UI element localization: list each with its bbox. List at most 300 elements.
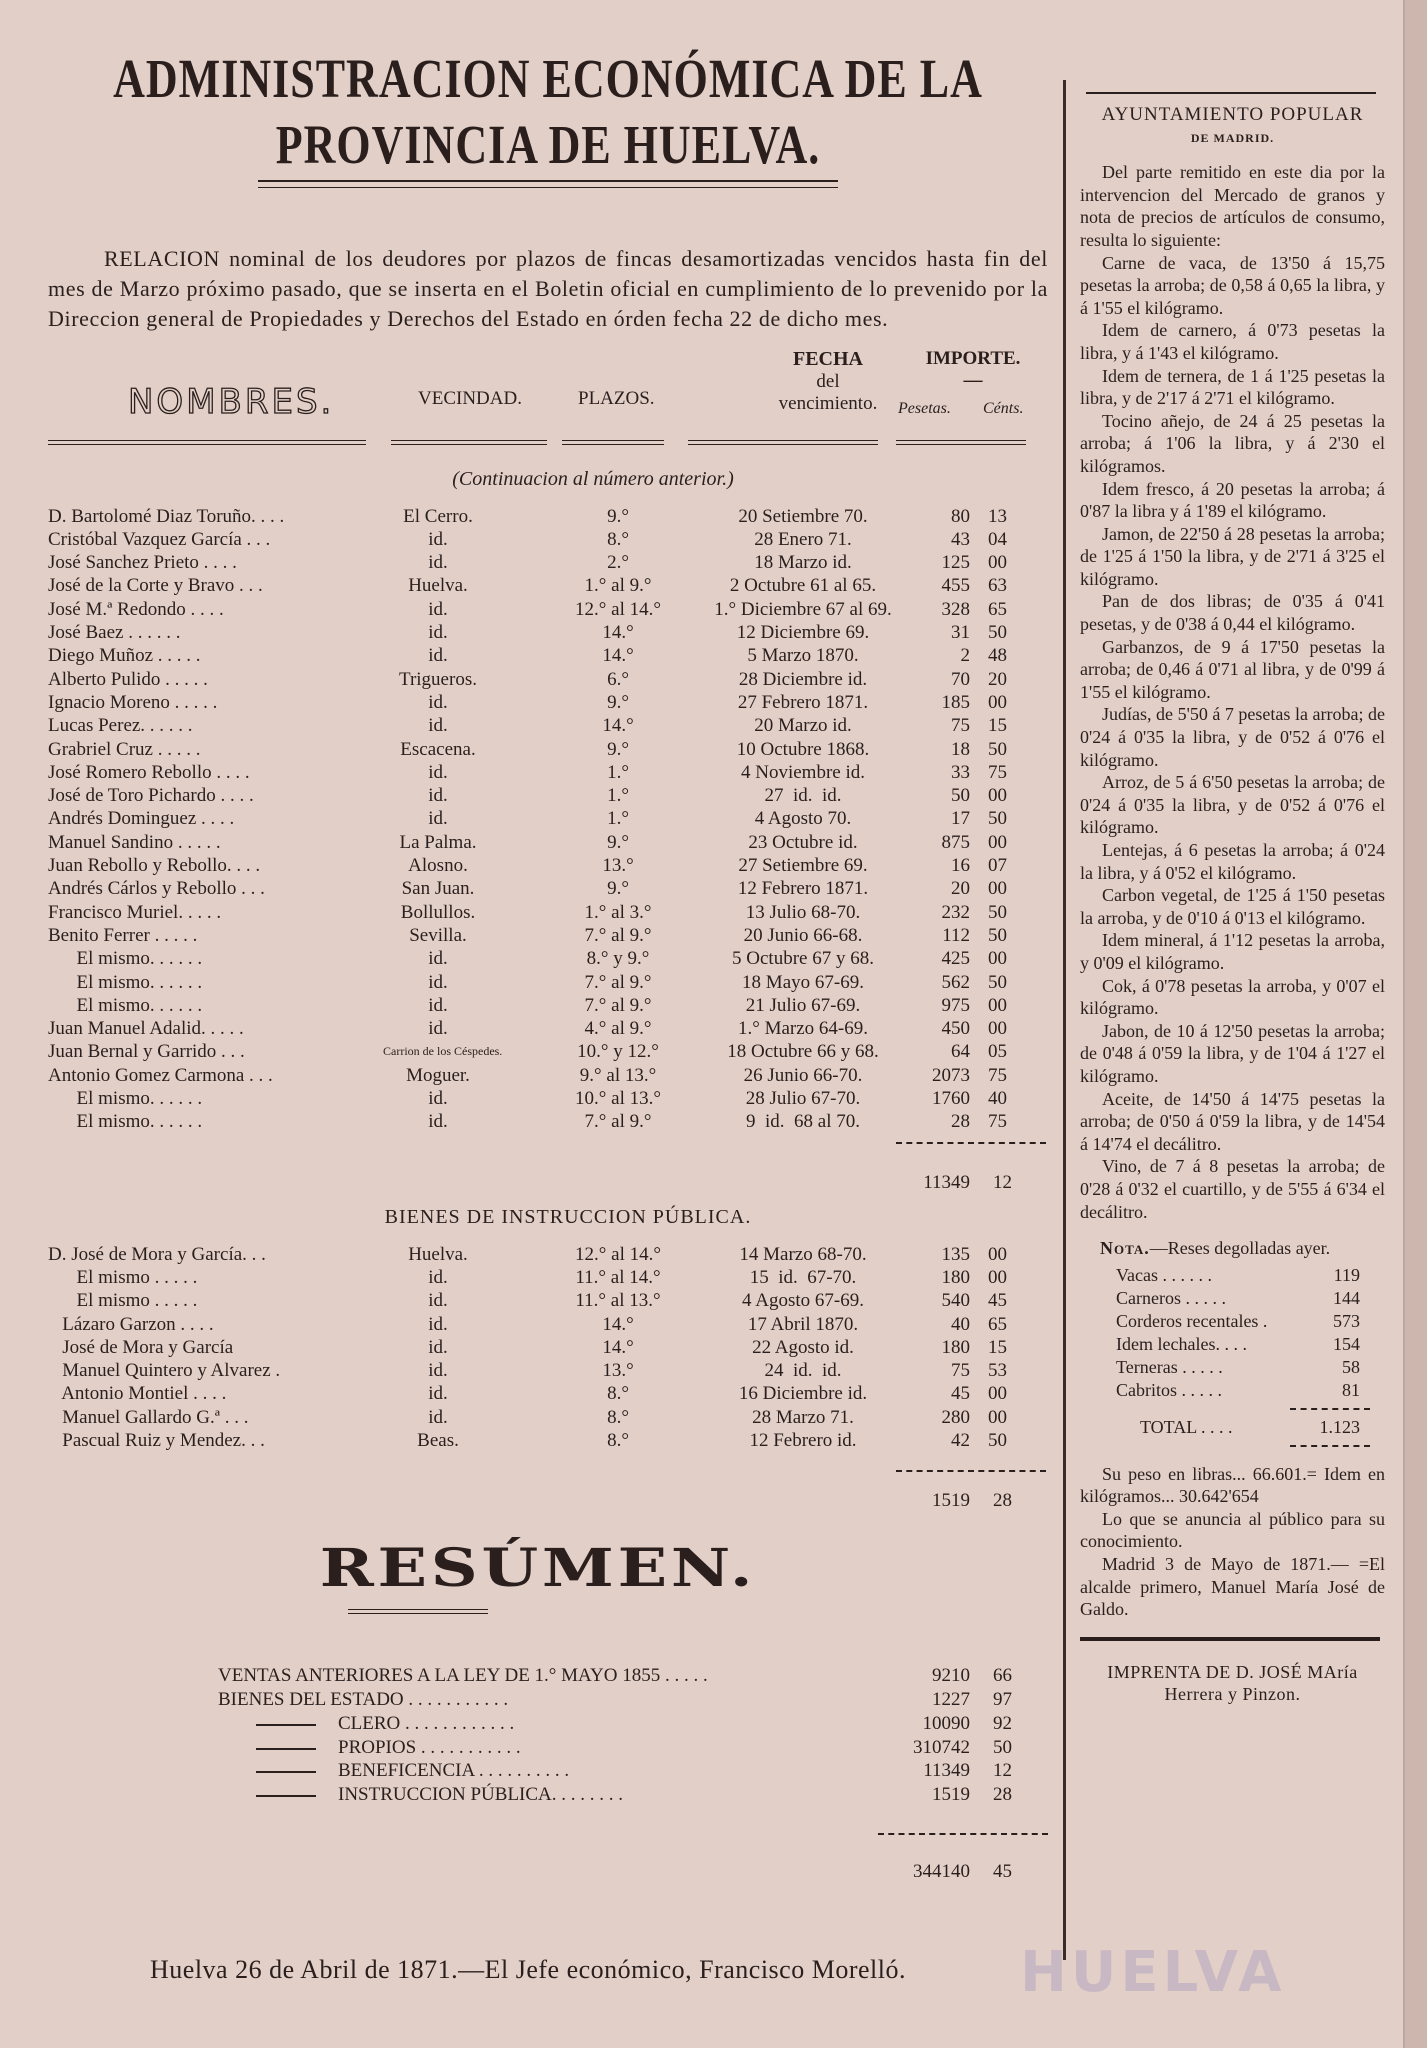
price-paragraph: Idem mineral, á 1'12 pesetas la arroba, y 0'09 el kilógramo. [1080,930,1385,973]
debtors-total [48,1172,1048,1202]
name-cell: El mismo. . . . . . [48,1088,203,1110]
fecha-cell: 28 Enero 71. [754,528,852,550]
fecha-cell: 12 Diciembre 69. [736,622,870,644]
pesetas-cell: 562 [941,971,970,993]
vecindad-cell: id. [428,645,448,667]
resumen-total-pesetas: 344140 [913,1861,970,1883]
table-row [48,551,1048,574]
centimos-cell: 50 [988,808,1007,830]
fecha-cell: 28 Julio 67-70. [745,1088,861,1110]
resumen-centimos: 92 [993,1712,1012,1734]
fecha-cell: 21 Julio 67-69. [745,994,861,1016]
name-cell: José Sanchez Prieto . . . . [48,552,237,574]
vecindad-cell: Alosno. [408,855,468,877]
vecindad-cell: id. [428,761,448,783]
vecindad-cell: id. [428,552,448,574]
vecindad-cell: id. [428,1383,448,1405]
reses-label: Idem lechales. . . . [1116,1333,1247,1354]
resumen-total-centimos: 45 [993,1861,1012,1883]
table-row [48,1429,1048,1452]
reses-value: 58 [1342,1356,1360,1377]
plazo-cell: 1.° [607,785,629,807]
name-cell: Lázaro Garzon . . . . [48,1313,214,1335]
sidebar-top-rule [1086,92,1376,94]
sidebar-title: AYUNTAMIENTO POPULAR [1101,104,1364,125]
reses-label: Cabritos . . . . . [1116,1379,1222,1400]
name-cell: D. Bartolomé Diaz Toruño. . . . [48,505,285,527]
fecha-cell: 9 id. 68 al 70. [746,1111,860,1133]
vecindad-cell: id. [428,1406,448,1428]
plazo-cell: 9.° [607,691,629,713]
pesetas-cell: 31 [951,622,970,644]
plazo-cell: 14.° [602,1336,634,1358]
vecindad-cell: id. [428,1313,448,1335]
closing-paragraph: Su peso en libras... 66.601.= Idem en kilógramos... 30.642'654 [1080,1463,1385,1507]
centimos-cell: 63 [988,575,1007,597]
table-row [48,1266,1048,1289]
header-fecha-2: del [816,370,840,392]
resumen-title: RESÚMEN. [319,1538,757,1600]
watermark: HUELVA [1020,1940,1286,2005]
centimos-cell: 53 [988,1360,1007,1382]
resumen-label: CLERO . . . . . . . . . . . . [338,1712,515,1734]
table-row [48,621,1048,644]
plazo-cell: 10.° y 12.° [577,1041,659,1063]
imprenta: IMPRENTA DE D. JOSÉ MAría Herrera y Pinzon. [1107,1661,1358,1704]
name-cell: El mismo. . . . . . [48,1111,203,1133]
pesetas-cell: 2073 [932,1064,970,1086]
table-row [48,668,1048,691]
centimos-cell: 00 [988,1266,1007,1288]
fecha-cell: 23 Octubre id. [748,831,858,853]
closing-paragraph: Lo que se anuncia al público para su conocimiento. [1080,1508,1385,1552]
pesetas-cell: 125 [941,552,970,574]
table-row [48,784,1048,807]
name-cell: Andrés Cárlos y Rebollo . . . [48,878,265,900]
centimos-cell: 75 [988,1064,1007,1086]
price-paragraph: Vino, de 7 á 8 pesetas la arroba; de 0'28 á 0'32 el cuartillo, y de 5'55 á 6'34 el decálitro. [1080,1156,1385,1222]
pesetas-cell: 975 [941,994,970,1016]
resumen-label: VENTAS ANTERIORES A LA LEY DE 1.° MAYO 1855 . . . . . [218,1665,708,1687]
pesetas-cell: 232 [941,901,970,923]
fecha-cell: 18 Mayo 67-69. [742,971,864,993]
name-cell: Pascual Ruiz y Mendez. . . [48,1429,265,1451]
reses-value: 81 [1342,1379,1360,1400]
table-row [48,691,1048,714]
vecindad-cell: Escacena. [400,738,476,760]
name-cell: El mismo. . . . . . [48,948,203,970]
fecha-cell: 1.° Marzo 64-69. [737,1018,868,1040]
resumen-row [48,1688,1048,1712]
resumen-label: BENEFICENCIA . . . . . . . . . . [338,1760,570,1782]
name-cell: El mismo . . . . . [48,1266,198,1288]
reses-row [1080,1264,1385,1287]
fecha-cell: 4 Agosto 70. [754,808,852,830]
resumen-centimos: 28 [993,1784,1012,1806]
reses-value: 154 [1333,1333,1360,1354]
plazo-cell: 11.° al 14.° [575,1266,661,1288]
plazo-cell: 9.° [607,831,629,853]
pesetas-cell: 16 [951,855,970,877]
plazo-cell: 14.° [602,715,634,737]
price-paragraph: Judías, de 5'50 á 7 pesetas la arroba; de 0'24 á 0'35 la libra, y de 0'52 á 0'76 el kilógramo. [1080,704,1385,770]
name-cell: Juan Bernal y Garrido . . . [48,1041,245,1063]
centimos-cell: 40 [988,1088,1007,1110]
table-row [48,738,1048,761]
fecha-cell: 4 Noviembre id. [740,761,865,783]
name-cell: Juan Manuel Adalid. . . . . [48,1018,244,1040]
table-row [48,574,1048,597]
table-row [48,644,1048,667]
centimos-cell: 65 [988,598,1007,620]
centimos-cell: 75 [988,761,1007,783]
reses-total-rule [1290,1445,1370,1447]
vecindad-cell: Trigueros. [399,668,477,690]
vecindad-cell: id. [428,691,448,713]
price-paragraph: Idem fresco, á 20 pesetas la arroba; á 0'87 la libra y á 1'89 el kilógramo. [1080,478,1385,522]
pesetas-cell: 45 [951,1383,970,1405]
table-row [48,901,1048,924]
vecindad-cell: id. [428,1266,448,1288]
resumen-list [48,1664,1048,1807]
name-cell: Antonio Gomez Carmona . . . [48,1064,273,1086]
centimos-cell: 48 [988,645,1007,667]
resumen-row [48,1736,1048,1760]
table-row [48,831,1048,854]
name-cell: Diego Muñoz . . . . . [48,645,201,667]
plazo-cell: 13.° [602,1360,634,1382]
pesetas-cell: 328 [941,598,970,620]
continuation-note: (Continuacion al número anterior.) [452,467,734,490]
centimos-cell: 00 [988,878,1007,900]
plazo-cell: 4.° al 9.° [584,1018,652,1040]
pesetas-cell: 112 [942,924,970,946]
pesetas-cell: 280 [941,1406,970,1428]
name-cell: Manuel Quintero y Alvarez . [48,1360,281,1382]
fecha-cell: 1.° Diciembre 67 al 69. [714,598,892,620]
pesetas-cell: 75 [951,1360,970,1382]
centimos-cell: 00 [988,1018,1007,1040]
fecha-cell: 24 id. id. [764,1360,842,1382]
table-row [48,1336,1048,1359]
price-paragraph: Carbon vegetal, de 1'25 á 1'50 pesetas la arroba, y de 0'10 á 0'13 el kilógramo. [1080,885,1385,928]
pesetas-cell: 135 [941,1243,970,1265]
price-paragraph: Jabon, de 10 á 12'50 pesetas la arroba; de 0'48 á 0'59 la libra, y de 1'04 á 1'27 el kilógramo. [1080,1020,1385,1086]
fecha-cell: 20 Marzo id. [754,715,852,737]
fecha-cell: 16 Diciembre id. [738,1383,868,1405]
centimos-cell: 00 [988,691,1007,713]
name-cell: Alberto Pulido . . . . . [48,668,208,690]
resumen-centimos: 12 [993,1760,1012,1782]
header-importe [898,348,1048,392]
plazo-cell: 9.° [607,738,629,760]
plazo-cell: 14.° [602,622,634,644]
table-row [48,714,1048,737]
vecindad-cell: Carrion de los Céspedes. [383,1044,503,1059]
price-paragraph: Idem de ternera, de 1 á 1'25 pesetas la libra, y de 2'17 á 2'71 el kilógramo. [1080,365,1385,409]
pesetas-cell: 50 [951,785,970,807]
resumen-label: INSTRUCCION PÚBLICA. . . . . . . . [338,1784,624,1806]
column-divider [1063,80,1066,1960]
nota-title [1100,1237,1385,1260]
table-row [48,1289,1048,1312]
pesetas-cell: 425 [941,948,970,970]
fecha-cell: 14 Marzo 68-70. [739,1243,867,1265]
name-cell: Juan Rebollo y Rebollo. . . . [48,855,261,877]
table-row [48,505,1048,528]
centimos-cell: 20 [988,668,1007,690]
pesetas-cell: 455 [941,575,970,597]
vecindad-cell: id. [428,1336,448,1358]
table-row [48,924,1048,947]
resumen-pesetas: 9210 [932,1665,970,1687]
centimos-cell: 50 [988,738,1007,760]
table-row [48,761,1048,784]
pesetas-cell: 64 [951,1041,970,1063]
table-row [48,1040,1048,1063]
plazo-cell: 7.° al 9.° [584,1111,652,1133]
resumen-row [48,1759,1048,1783]
pesetas-cell: 80 [951,505,970,527]
vecindad-cell: La Palma. [399,831,477,853]
name-cell: El mismo. . . . . . [48,971,203,993]
column-headers [48,340,1048,440]
vecindad-cell: Sevilla. [409,924,467,946]
table-row [48,807,1048,830]
resumen-rule [348,1609,488,1614]
pesetas-cell: 185 [941,691,970,713]
vecindad-cell: id. [428,528,448,550]
resumen-dash [256,1724,316,1726]
header-plazos: PLAZOS. [578,387,655,409]
pesetas-cell: 33 [951,761,970,783]
vecindad-cell: Beas. [417,1429,459,1451]
pesetas-cell: 2 [960,645,970,667]
plazo-cell: 1.° al 9.° [584,575,652,597]
centimos-cell: 50 [988,971,1007,993]
resumen-pesetas: 10090 [922,1712,970,1734]
price-paragraph: Aceite, de 14'50 á 14'75 pesetas la arroba; de 0'50 á 0'59 la libra, y de 14'54 á 14'74 el decálitro. [1080,1088,1385,1154]
pesetas-cell: 28 [951,1111,970,1133]
table-row [48,947,1048,970]
table-row [48,598,1048,621]
name-cell: El mismo . . . . . [48,1290,198,1312]
page-title: ADMINISTRACION ECONÓMICA DE LA PROVINCIA DE HUELVA. [113,48,983,176]
price-paragraph: Del parte remitido en este dia por la intervencion del Mercado de granos y nota de precios de artículos de consumo, resulta lo siguiente: [1080,162,1385,250]
vecindad-cell: id. [428,1111,448,1133]
plazo-cell: 1.° [607,761,629,783]
header-importe-dash: — [963,369,983,391]
reses-label: Terneras . . . . . [1116,1356,1223,1377]
header-fecha-3: vencimiento. [778,392,878,414]
vecindad-cell: id. [428,1018,448,1040]
resumen-row [48,1664,1048,1688]
vecindad-cell: Huelva. [408,1243,468,1265]
fecha-cell: 28 Marzo 71. [752,1406,854,1428]
centimos-cell: 15 [988,715,1007,737]
vecindad-cell: id. [428,598,448,620]
centimos-cell: 00 [988,831,1007,853]
plazo-cell: 12.° al 14.° [575,598,661,620]
reses-row [1080,1379,1385,1402]
centimos-cell: 00 [988,785,1007,807]
table-row [48,1359,1048,1382]
centimos-cell: 50 [988,1429,1007,1451]
price-paragraph: Lentejas, á 6 pesetas la arroba; á 0'24 la libra, y á 0'52 el kilógramo. [1080,840,1385,883]
table-row [48,994,1048,1017]
table-row [48,1110,1048,1133]
reses-row [1080,1333,1385,1356]
price-paragraph: Arroz, de 5 á 6'50 pesetas la arroba; de 0'24 á 0'35 la libra, y de 0'52 á 0'76 el kilógramo. [1080,772,1385,838]
centimos-cell: 75 [988,1111,1007,1133]
plazo-cell: 2.° [607,552,629,574]
nota-label: Nota. [1100,1238,1150,1259]
resumen-pesetas: 1519 [932,1784,970,1806]
name-cell: Cristóbal Vazquez García . . . [48,528,271,550]
name-cell: Manuel Gallardo G.ª . . . [48,1406,249,1428]
vecindad-cell: id. [428,1290,448,1312]
plazo-cell: 1.° al 3.° [584,901,652,923]
name-cell: José de la Corte y Bravo . . . [48,575,263,597]
fecha-cell: 12 Febrero id. [749,1429,857,1451]
price-paragraph: Pan de dos libras; de 0'35 á 0'41 pesetas, y de 0'38 á 0,44 el kilógramo. [1080,591,1385,635]
plazo-cell: 9.° [607,505,629,527]
centimos-cell: 50 [988,901,1007,923]
table-row [48,1017,1048,1040]
plazo-cell: 7.° al 9.° [584,971,652,993]
reses-value: 144 [1333,1287,1360,1308]
fecha-cell: 20 Setiembre 70. [738,505,868,527]
plazo-cell: 7.° al 9.° [584,924,652,946]
plazo-cell: 1.° [607,808,629,830]
fecha-cell: 5 Marzo 1870. [747,645,859,667]
reses-list [1080,1264,1385,1402]
price-paragraph: Cok, á 0'78 pesetas la arroba, y 0'07 el kilógramo. [1080,975,1385,1019]
instruccion-list [48,1243,1048,1453]
centimos-cell: 45 [988,1290,1007,1312]
name-cell: Antonio Montiel . . . . [48,1383,227,1405]
table-row [48,1064,1048,1087]
footer-signature: Huelva 26 de Abril de 1871.—El Jefe económico, Francisco Morelló. [150,1955,906,1984]
nota-text: —Reses degolladas ayer. [1149,1238,1331,1259]
pesetas-cell: 180 [941,1336,970,1358]
fecha-cell: 4 Agosto 67-69. [742,1290,864,1312]
price-paragraph: Tocino añejo, de 24 á 25 pesetas la arroba; á 1'06 la libra, y á 2'30 el kilógramos. [1080,410,1385,476]
fecha-cell: 10 Octubre 1868. [736,738,870,760]
resumen-pesetas: 1227 [932,1689,970,1711]
pesetas-cell: 875 [941,831,970,853]
fecha-cell: 28 Diciembre id. [738,668,868,690]
resumen-centimos: 97 [993,1689,1012,1711]
centimos-cell: 00 [988,552,1007,574]
reses-total [1080,1416,1385,1439]
resumen-centimos: 50 [993,1736,1012,1758]
resumen-label: BIENES DEL ESTADO . . . . . . . . . . . [218,1689,509,1711]
vecindad-cell: Bollullos. [400,901,476,923]
vecindad-cell: id. [428,715,448,737]
resumen-row [48,1783,1048,1807]
reses-label: Carneros . . . . . [1116,1287,1226,1308]
intro-paragraph: RELACION nominal de los deudores por plazos de fincas desamortizadas vencidos hasta fin del mes de Marzo próximo pasado, que se inserta en el Boletin oficial en cumplimiento de lo prevenido por la Direccion general de Propiedades y Derechos del Estado en órden fecha 22 de dicho mes. [48,245,1048,331]
instruccion-total-pesetas: 1519 [932,1490,970,1512]
name-cell: Ignacio Moreno . . . . . [48,691,218,713]
reses-value: 119 [1333,1264,1360,1285]
pesetas-cell: 450 [941,1018,970,1040]
table-row [48,877,1048,900]
fecha-cell: 12 Febrero 1871. [737,878,869,900]
plazo-cell: 8.° [607,528,629,550]
name-cell: Manuel Sandino . . . . . [48,831,221,853]
pesetas-cell: 40 [951,1313,970,1335]
vecindad-cell: El Cerro. [403,505,473,527]
name-cell: Benito Ferrer . . . . . [48,924,198,946]
debtors-total-pesetas: 11349 [923,1171,970,1193]
table-row [48,1313,1048,1336]
name-cell: El mismo. . . . . . [48,994,203,1016]
fecha-cell: 22 Agosto id. [752,1336,854,1358]
fecha-cell: 26 Junio 66-70. [743,1064,863,1086]
resumen-total [48,1861,1048,1891]
plazo-cell: 8.° [607,1406,629,1428]
title-rule [258,180,838,188]
name-cell: José de Mora y García [48,1336,234,1358]
fecha-cell: 5 Octubre 67 y 68. [732,948,874,970]
price-paragraph: Idem de carnero, á 0'73 pesetas la libra, y á 1'43 el kilógramo. [1080,320,1385,363]
plazo-cell: 6.° [607,668,629,690]
name-cell: José M.ª Redondo . . . . [48,598,224,620]
header-rules [48,440,1048,452]
table-row [48,1406,1048,1429]
sidebar-subtitle: DE MADRID. [1190,130,1275,145]
fecha-cell: 18 Marzo id. [754,552,852,574]
vecindad-cell: id. [428,1360,448,1382]
sidebar-paragraphs [1080,161,1385,1223]
plazo-cell: 8.° [607,1429,629,1451]
vecindad-cell: id. [428,785,448,807]
plazo-cell: 9.° al 13.° [579,1064,657,1086]
centimos-cell: 07 [988,855,1007,877]
vecindad-cell: id. [428,948,448,970]
reses-value: 573 [1333,1310,1360,1331]
pesetas-cell: 18 [951,738,970,760]
reses-total-value: 1.123 [1319,1416,1360,1437]
plazo-cell: 12.° al 14.° [575,1243,661,1265]
pesetas-cell: 75 [951,715,970,737]
reses-row [1080,1287,1385,1310]
header-nombres: NOMBRES. [128,381,335,422]
vecindad-cell: San Juan. [401,878,475,900]
fecha-cell: 27 Setiembre 69. [738,855,868,877]
header-pesetas: Pesetas. [898,399,951,417]
resumen-label: PROPIOS . . . . . . . . . . . [338,1736,521,1758]
name-cell: D. José de Mora y García. . . [48,1243,266,1265]
vecindad-cell: Huelva. [408,575,468,597]
pesetas-cell: 20 [951,878,970,900]
sidebar-bottom-rule [1080,1637,1380,1641]
fecha-cell: 18 Octubre 66 y 68. [727,1041,879,1063]
centimos-cell: 13 [988,505,1007,527]
price-paragraph: Jamon, de 22'50 á 28 pesetas la arroba; de 1'25 á 1'50 la libra, y de 2'71 á 3'25 el kilógramo. [1080,523,1385,589]
reses-label: Corderos recentales . [1116,1310,1268,1331]
name-cell: José Baez . . . . . . [48,622,181,644]
fecha-cell: 17 Abril 1870. [747,1313,859,1335]
reses-row [1080,1310,1385,1333]
table-row [48,1382,1048,1405]
pesetas-cell: 540 [941,1290,970,1312]
fecha-cell: 20 Junio 66-68. [743,924,863,946]
pesetas-cell: 70 [951,668,970,690]
instruccion-total [48,1490,1048,1520]
